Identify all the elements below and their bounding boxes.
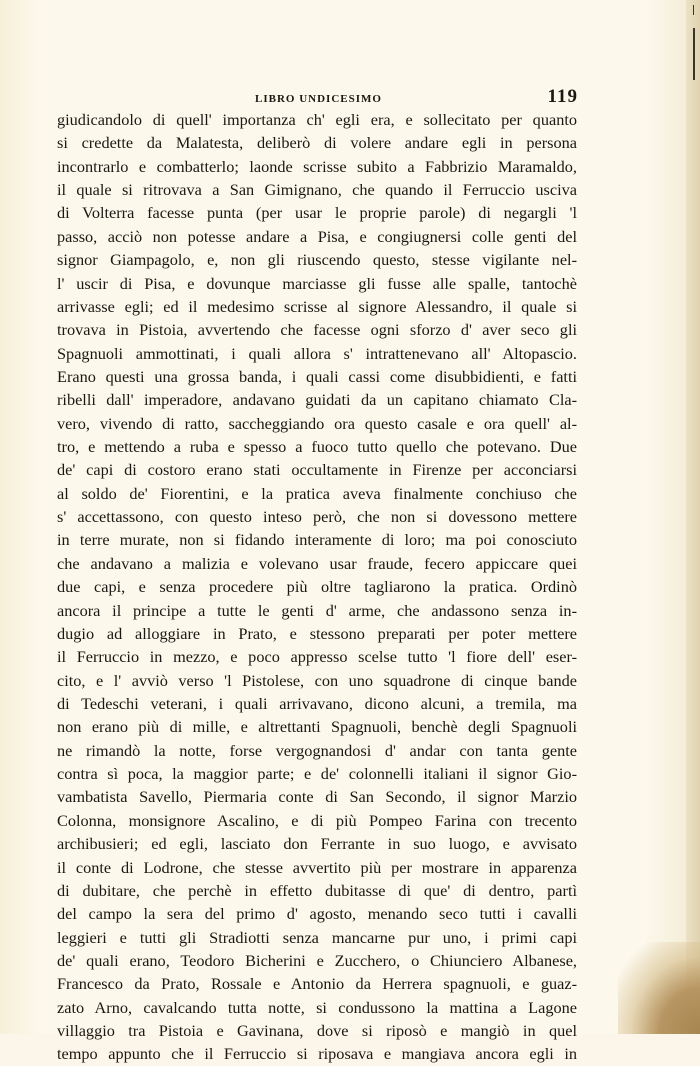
text-line: di dubitare, che perchè in effetto dubitasse di que' di dentro, partì [57,880,577,900]
text-line: al soldo de' Fiorentini, e la pratica aveva finalmente conchiuso che [57,483,577,503]
text-line: dugio ad alloggiare in Prato, e stessono preparati per poter mettere [57,623,577,643]
edge-mark-small [693,5,694,15]
text-line: Francesco da Prato, Rossale e Antonio da Herrera spagnuoli, e guaz- [57,974,577,994]
text-line: de' quali erano, Teodoro Bicherini e Zucchero, o Chiunciero Albanese, [57,950,577,970]
page-header [55,86,578,110]
text-line: passo, acciò non potesse andare a Pisa, e congiugnersi colle genti del [57,226,577,246]
text-line: che andavano a malizia e volevano usar fraude, fecero appiccare quei [57,553,577,573]
text-line: il quale si ritrovava a San Gimignano, che quando il Ferruccio usciva [57,180,577,200]
text-line: ne rimandò la notte, forse vergognandosi d' andar con tanta gente [57,740,577,760]
text-line: ancora il principe a tutte le genti d' arme, che andassono senza in- [57,600,577,620]
text-line: de' capi di costoro erano stati occultamente in Firenze per acconciarsi [57,460,577,480]
text-line: cito, e l' avviò verso 'l Pistolese, con uno squadrone di cinque bande [57,670,577,690]
text-line: ribelli dall' imperadore, andavano guidati da un capitano chiamato Cla- [57,390,577,410]
body-text [57,108,577,1066]
text-line: due capi, e senza procedere più oltre tagliarono la pratica. Ordinò [57,577,577,597]
text-line: vambatista Savello, Piermaria conte di San Secondo, il signor Marzio [57,787,577,807]
text-line: l' uscir di Pisa, e dovunque marciasse gli fusse alle spalle, tantochè [57,273,577,293]
text-line: s' accettassono, con questo inteso però, che non si dovessono mettere [57,507,577,527]
text-line: Colonna, monsignore Ascalino, e di più Pompeo Farina con trecento [57,810,577,830]
text-line: tempo appunto che il Ferruccio si riposava e mangiava ancora egli in [57,1044,577,1064]
text-line: arrivasse egli; ed il medesimo scrisse al signore Alessandro, il quale si [57,296,577,316]
text-line: di Volterra facesse punta (per usar le proprie parole) di negargli 'l [57,203,577,223]
running-head: LIBRO UNDICESIMO [255,93,382,105]
text-line: il conte di Lodrone, che stesse avvertito più per mostrare in apparenza [57,857,577,877]
page-number: 119 [547,86,578,107]
text-line: di Tedeschi veterani, i quali arrivavano, dicono alcuni, a tremila, ma [57,693,577,713]
text-line: non erano più di mille, e altrettanti Spagnuoli, benchè degli Spagnuoli [57,717,577,737]
text-line: Spagnuoli ammottinati, i quali allora s' intrattenevano all' Altopascio. [57,343,577,363]
text-line: tro, e mettendo a ruba e spesso a fuoco tutto quello che potevano. Due [57,437,577,457]
text-line: zato Arno, cavalcando tutta notte, si condussono la mattina a Lagone [57,997,577,1017]
text-line: Erano questi una grossa banda, i quali cassi come disubbidienti, e fatti [57,366,577,386]
text-line: trovava in Pistoia, avvertendo che facesse ogni sforzo d' aver seco gli [57,320,577,340]
text-line: contra sì poca, la maggior parte; e de' colonnelli italiani il signor Gio- [57,764,577,784]
text-line: giudicandolo di quell' importanza ch' egli era, e sollecitato per quanto [57,110,577,129]
text-line: archibusieri; ed egli, lasciato don Ferrante in suo luogo, e avvisato [57,834,577,854]
text-line: vero, vivendo di ratto, saccheggiando ora questo casale e ora quell' al- [57,413,577,433]
text-line: in terre murate, non si fidando interamente di loro; ma poi conosciuto [57,530,577,550]
edge-mark [693,28,695,80]
text-line: incontrarlo e combatterlo; laonde scrisse subito a Fabbrizio Maramaldo, [57,156,577,176]
text-line: il Ferruccio in mezzo, e poco appresso scelse tutto 'l fiore dell' eser- [57,647,577,667]
corner-stain [618,942,700,1034]
text-line: si credette da Malatesta, deliberò di volere andare egli in persona [57,133,577,153]
text-line: villaggio tra Pistoia e Gavinana, dove si riposò e mangiò in quel [57,1021,577,1041]
page-fore-edge [686,0,700,1034]
text-line: leggieri e tutti gli Stradiotti senza mancarne pur uno, i primi capi [57,927,577,947]
text-line: del campo la sera del primo d' agosto, menando seco tutti i cavalli [57,904,577,924]
text-line: signor Giampagolo, e, non gli riuscendo questo, stesse vigilante nel- [57,250,577,270]
